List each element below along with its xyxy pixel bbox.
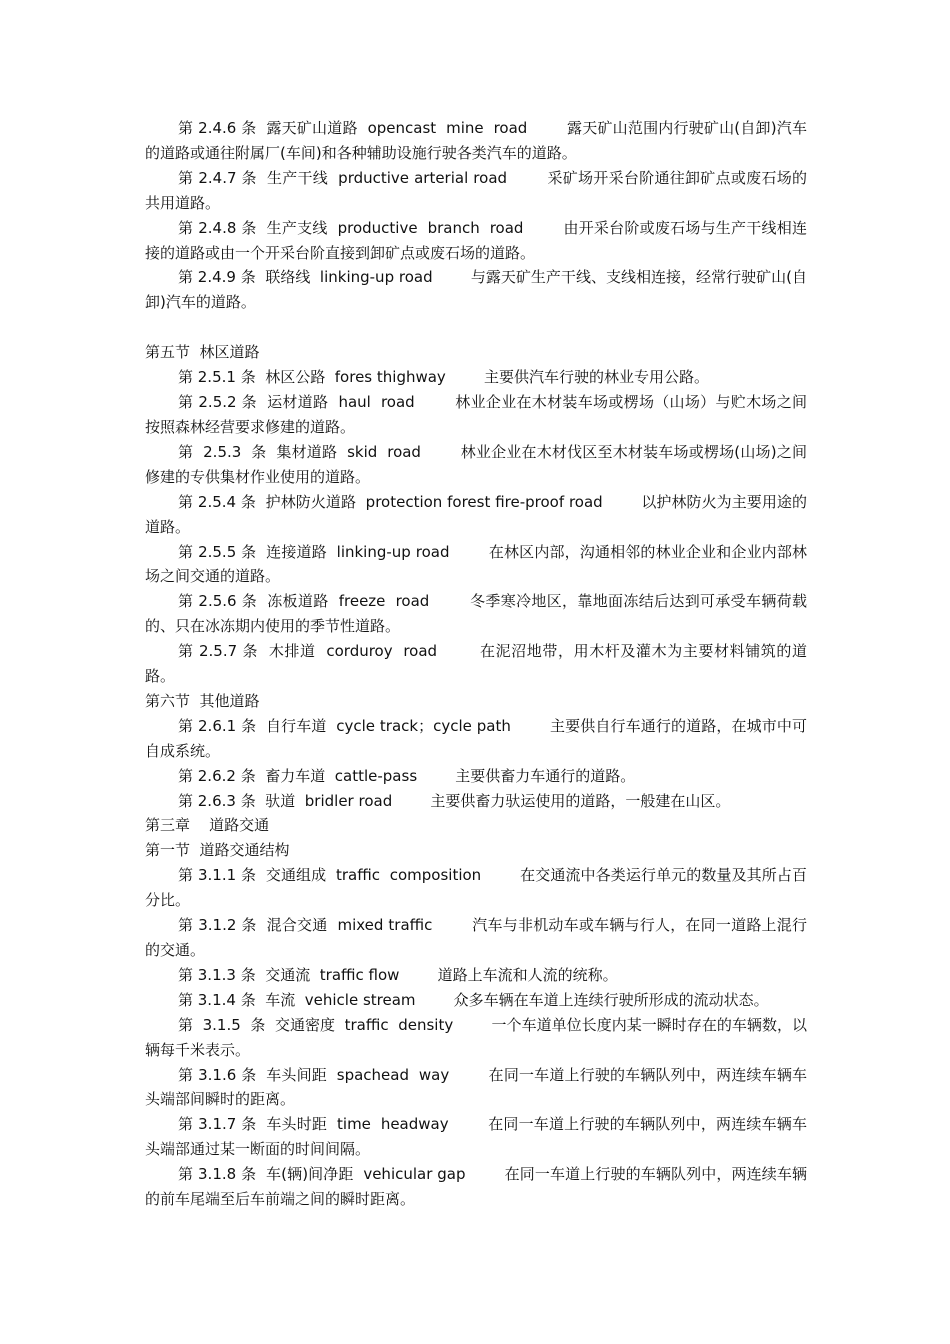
section-heading-6: 第六节 其他道路 — [145, 691, 260, 710]
entry-3-1-4: 第 3.1.4 条 车流 vehicle stream 众多车辆在车道上连续行驶所形成的流动状态。 — [178, 990, 769, 1009]
entry-2-5-2: 第 2.5.2 条 运材道路 haul road 林业企业在木材装车场或楞场（山场）与贮木场之间按照森林经营要求修建的道路。 — [145, 393, 807, 436]
entry-2-6-2: 第 2.6.2 条 畜力车道 cattle-pass 主要供畜力车通行的道路。 — [178, 766, 636, 785]
entry-2-4-8: 第 2.4.8 条 生产支线 productive branch road 由开采台阶或废石场与生产干线相连接的道路或由一个开采台阶直接到卸矿点或废石场的道路。 — [145, 218, 807, 262]
entry-2-4-6: 第 2.4.6 条 露天矿山道路 opencast mine road 露天矿山范围内行驶矿山(自卸)汽车的道路或通往附属厂(车间)和各种辅助设施行驶各类汽车的道路。 — [145, 119, 807, 162]
section-heading-5: 第五节 林区道路 — [145, 343, 260, 362]
entry-2-5-1: 第 2.5.1 条 林区公路 fores thighway 主要供汽车行驶的林业专用公路。 — [178, 368, 709, 387]
chapter-heading-3: 第三章 道路交通 — [145, 816, 270, 835]
entry-2-6-1: 第 2.6.1 条 自行车道 cycle track；cycle path 主要供自行车通行的道路，在城市中可自成系统。 — [145, 716, 807, 760]
entry-2-6-3: 第 2.6.3 条 驮道 bridler road 主要供畜力驮运使用的道路，一般建在山区。 — [178, 791, 731, 810]
entry-3-1-3: 第 3.1.3 条 交通流 traffic flow 道路上车流和人流的统称。 — [178, 965, 618, 984]
entry-3-1-1: 第 3.1.1 条 交通组成 traffic composition 在交通流中各类运行单元的数量及其所占百分比。 — [145, 866, 807, 910]
entry-2-4-9: 第 2.4.9 条 联络线 linking-up road 与露天矿生产干线、支线相连接，经常行驶矿山(自卸)汽车的道路。 — [145, 268, 807, 312]
document-body — [145, 116, 807, 1212]
entry-2-5-7: 第 2.5.7 条 木排道 corduroy road 在泥沼地带，用木杆及灌木为主要材料铺筑的道路。 — [145, 642, 807, 686]
entry-2-5-3: 第 2.5.3 条 集材道路 skid road 林业企业在木材伐区至木材装车场或楞场(山场)之间修建的专供集材作业使用的道路。 — [145, 442, 807, 486]
entry-2-5-5: 第 2.5.5 条 连接道路 linking-up road 在林区内部，沟通相邻的林业企业和企业内部林场之间交通的道路。 — [145, 542, 807, 586]
entry-2-4-7: 第 2.4.7 条 生产干线 prductive arterial road 采矿场开采台阶通往卸矿点或废石场的共用道路。 — [145, 168, 807, 212]
blank-line — [145, 315, 807, 340]
entry-3-1-7: 第 3.1.7 条 车头时距 time headway 在同一车道上行驶的车辆队列中，两连续车辆车头端部通过某一断面的时间间隔。 — [145, 1115, 807, 1159]
entry-3-1-8: 第 3.1.8 条 车(辆)间净距 vehicular gap 在同一车道上行驶的车辆队列中，两连续车辆的前车尾端至后车前端之间的瞬时距离。 — [145, 1165, 807, 1209]
entry-3-1-6: 第 3.1.6 条 车头间距 spachead way 在同一车道上行驶的车辆队列中，两连续车辆车头端部间瞬时的距离。 — [145, 1065, 807, 1109]
entry-2-5-4: 第 2.5.4 条 护林防火道路 protection forest fire-proof road 以护林防火为主要用途的道路。 — [145, 492, 807, 536]
section-heading-3-1: 第一节 道路交通结构 — [145, 841, 290, 860]
entry-3-1-2: 第 3.1.2 条 混合交通 mixed traffic 汽车与非机动车或车辆与行人，在同一道路上混行的交通。 — [145, 916, 807, 959]
entry-2-5-6: 第 2.5.6 条 冻板道路 freeze road 冬季寒冷地区，靠地面冻结后达到可承受车辆荷载的、只在冰冻期内使用的季节性道路。 — [145, 592, 807, 636]
entry-3-1-5: 第 3.1.5 条 交通密度 traffic density 一个车道单位长度内某一瞬时存在的车辆数，以辆每千米表示。 — [145, 1015, 807, 1059]
